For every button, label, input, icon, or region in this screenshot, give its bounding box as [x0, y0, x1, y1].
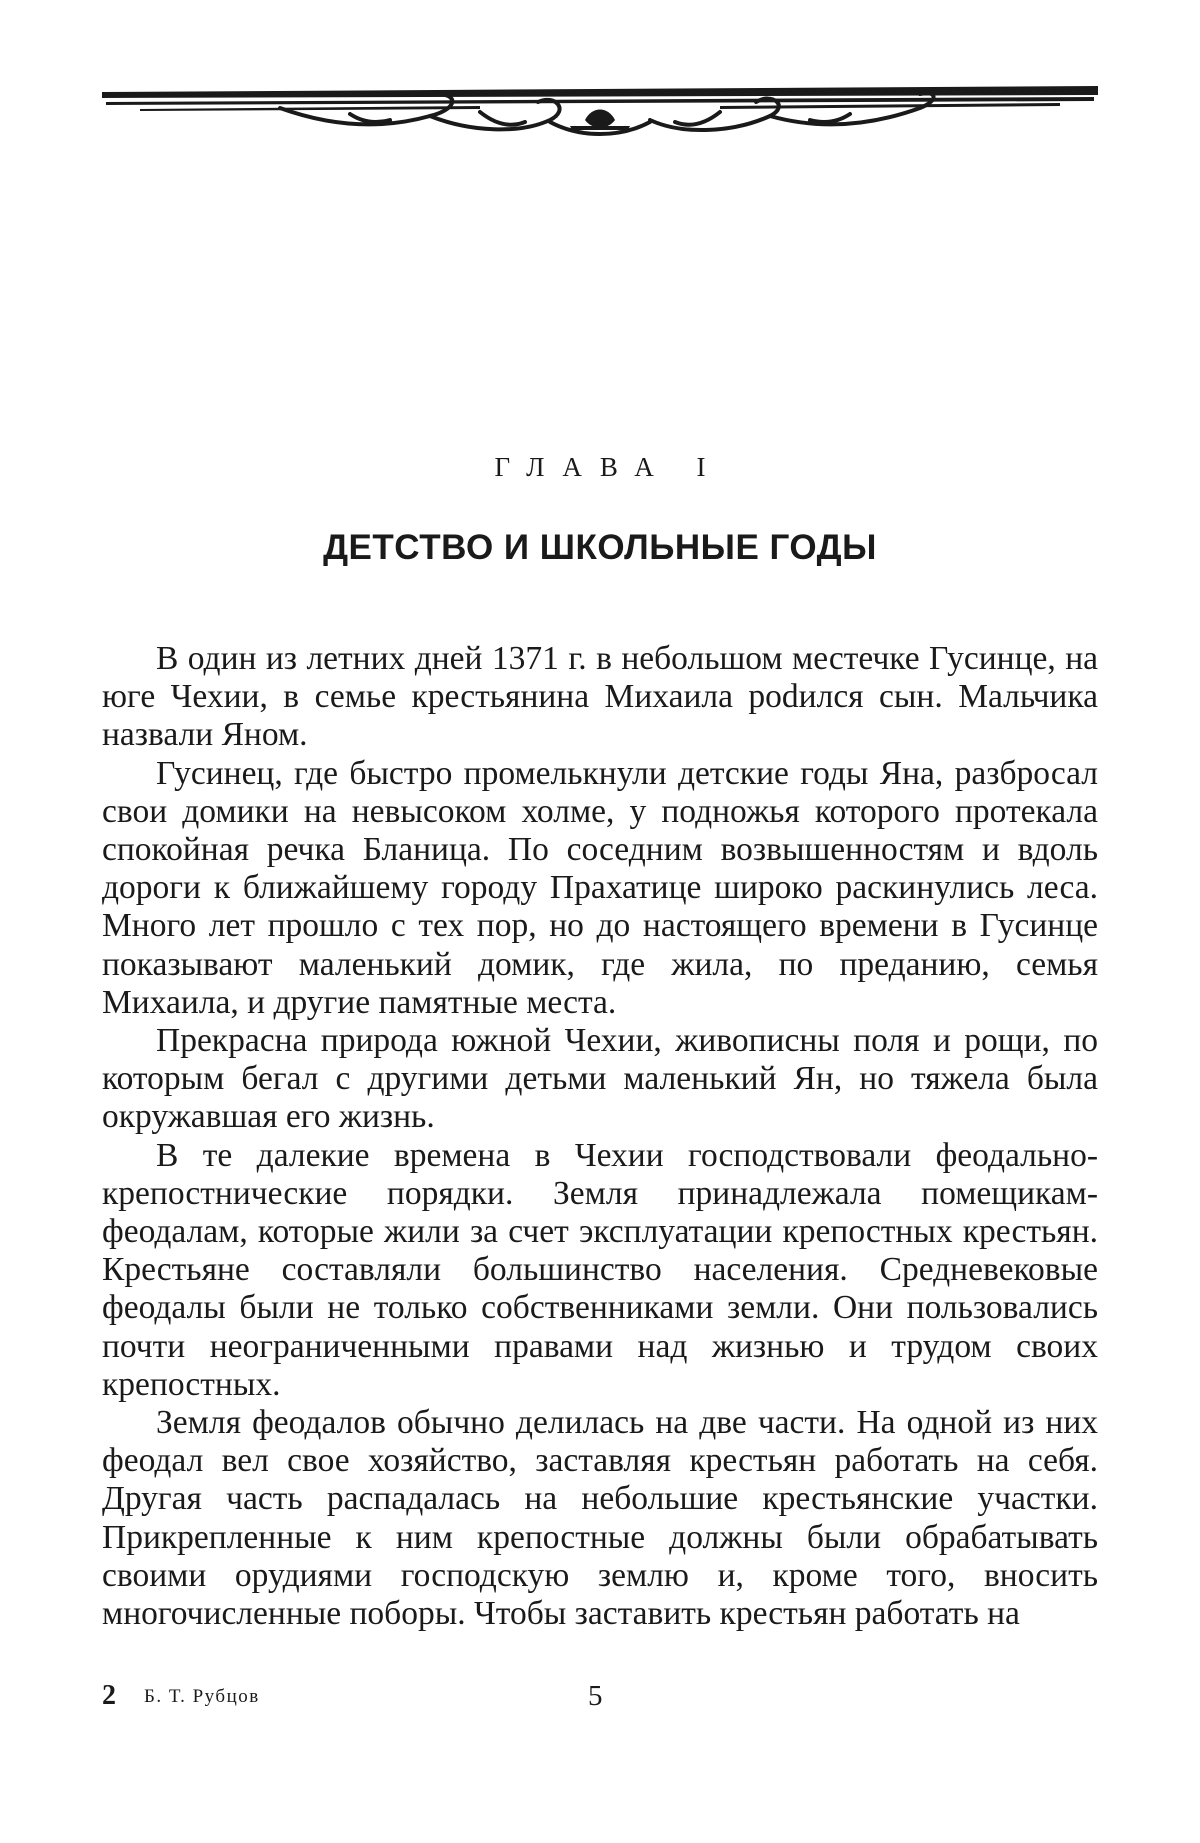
chapter-title: ДЕТСТВО И ШКОЛЬНЫЕ ГОДЫ [323, 528, 877, 567]
page-number: 5 [588, 1680, 603, 1712]
body-text [102, 640, 1098, 1633]
paragraph: В один из летних дней 1371 г. в небольшом местечке Гусинце, на юге Чехии, в семье крестьянина Михаила роdился сын. Мальчика назвали Яном. [102, 640, 1098, 754]
paragraph: В те далекие времена в Чехии господствовали феодально-крепостнические порядки. Земля принадлежала помещикам-феодалам, которые жили за счет эксплуатации крепостных крестьян. Крестьяне составляли большинство населения. Средневековые феодалы были не только собственниками земли. Они пользовались почти неограниченными правами над жизнью и трудом своих крепостных. [102, 1136, 1098, 1403]
decorative-ornament-header [100, 82, 1100, 142]
paragraph: Гусинец, где быстро промелькнули детские годы Яна, разбросал свои домики на невысоком холме, у подножья которого протекала спокойная речка Бланица. По соседним возвышенностям и вдоль дороги к ближайшему городу Прахатице широко раскинулись леса. Много лет прошло с тех пор, но до настоящего времени в Гусинце показывают маленький домик, где жила, по преданию, семья Михаила, и другие памятные места. [102, 754, 1098, 1021]
paragraph: Прекрасна природа южной Чехии, живописны поля и рощи, по которым бегал с другими детьми маленький Ян, но тяжела была окружавшая его жизнь. [102, 1022, 1098, 1136]
signature-author: Б. Т. Рубцов [144, 1686, 260, 1707]
page-footer [102, 1680, 1098, 1720]
paragraph: Земля феодалов обычно делилась на две части. На одной из них феодал вел свое хозяйство, заставляя крестьян работать на себя. Другая часть распадалась на небольшие крестьянские участки. Прикрепленные к ним крепостные должны были обрабатывать своими орудиями господскую землю и, кроме того, вносить многочисленные поборы. Чтобы заставить крестьян работать на [102, 1404, 1098, 1633]
chapter-label: ГЛАВА I [494, 452, 724, 482]
signature-number: 2 [102, 1680, 116, 1711]
